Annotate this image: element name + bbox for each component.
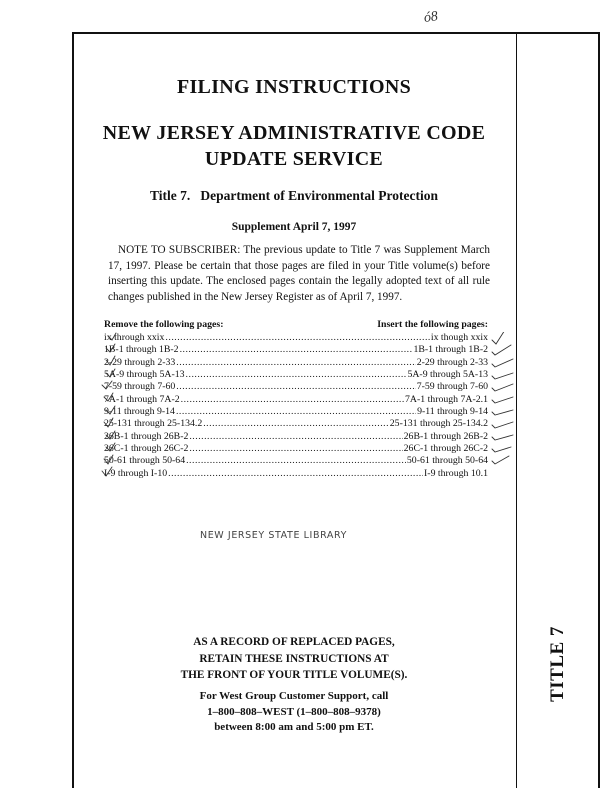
insert-pages: ix though xxix: [430, 332, 488, 343]
remove-pages: ix through xxix: [104, 332, 165, 343]
title-tab-label: TITLE 7: [547, 626, 568, 702]
insert-header: Insert the following pages:: [377, 319, 488, 330]
check-mark-icon: [492, 332, 510, 344]
record-notice-line3: THE FRONT OF YOUR TITLE VOLUME(S).: [180, 669, 408, 681]
check-mark-icon: [106, 344, 115, 352]
support-phone: 1–800–808–WEST (1–800–808–9378): [207, 705, 381, 718]
check-mark-icon: [104, 455, 113, 464]
insert-pages: 1B-1 through 1B-2: [413, 344, 488, 356]
code-title-line2: UPDATE SERVICE: [204, 148, 384, 170]
remove-pages: 7A-1 through 7A-2: [104, 393, 180, 405]
remove-pages: 50-61 through 50-64: [104, 455, 186, 467]
support-hours: between 8:00 am and 5:00 pm ET.: [214, 721, 374, 733]
insert-pages: 2-29 through 2-33: [416, 356, 488, 368]
insert-pages: 7-59 through 7-60: [416, 381, 488, 393]
check-mark-icon: [102, 467, 112, 476]
remove-pages: 1B-1 through 1B-2: [104, 344, 179, 356]
remove-pages: 26C-1 through 26C-2: [104, 443, 189, 455]
check-mark-icon: [104, 418, 113, 427]
handwritten-check-marks: [94, 332, 524, 492]
remove-pages: I-9 through I-10: [104, 467, 168, 479]
remove-pages: 9-11 through 9-14: [104, 406, 175, 418]
subscriber-note: NOTE TO SUBSCRIBER: The previous update to Title 7 was Supplement March 17, 1997. Please be certain that those pages are filed in your Title volume(s) before inserting this update. The enclosed pages contain the legally adopted text of all rule changes published in the New Jersey Register as of April 7, 1997.: [108, 244, 490, 303]
title-heading: [72, 188, 516, 204]
handwritten-corner-mark: ó8: [422, 9, 439, 26]
record-notice-line2: RETAIN THESE INSTRUCTIONS AT: [199, 652, 389, 665]
check-mark-icon: [102, 381, 112, 389]
check-mark-icon: [492, 384, 513, 391]
remove-pages: 26B-1 through 26B-2: [104, 430, 189, 442]
check-mark-icon: [492, 410, 513, 415]
code-title: [72, 120, 516, 172]
check-mark-icon: [104, 393, 113, 401]
library-stamp: NEW JERSEY STATE LIBRARY: [200, 530, 347, 541]
remove-pages: 2-29 through 2-33: [104, 356, 176, 368]
check-mark-icon: [492, 456, 509, 464]
check-mark-icon: [108, 333, 116, 340]
insert-pages: 25-131 through 25-134.2: [389, 418, 488, 430]
insert-pages: 9-11 through 9-14: [417, 406, 488, 418]
code-title-line1: NEW JERSEY ADMINISTRATIVE CODE: [102, 122, 486, 144]
record-notice: [72, 634, 516, 684]
insert-pages: 50-61 through 50-64: [406, 455, 488, 467]
insert-pages: 5A-9 through 5A-13: [407, 369, 488, 381]
remove-pages: 5A-9 through 5A-13: [104, 369, 185, 381]
insert-pages: 26B-1 through 26B-2: [403, 430, 488, 442]
support-line1: For West Group Customer Support, call: [199, 690, 389, 702]
insert-pages: I-9 through 10.1: [424, 467, 488, 479]
check-mark-icon: [106, 369, 115, 377]
department-name: Department of Environmental Protection: [200, 188, 438, 203]
check-mark-icon: [106, 443, 115, 451]
record-notice-line1: AS A RECORD OF REPLACED PAGES,: [193, 636, 395, 648]
title-tab: [528, 612, 588, 716]
check-mark-icon: [492, 345, 511, 355]
customer-support: [72, 689, 516, 736]
check-mark-icon: [492, 447, 511, 452]
check-mark-icon: [492, 435, 513, 440]
title-number: Title 7.: [150, 188, 191, 203]
check-mark-icon: [492, 359, 513, 367]
remove-pages: 7-59 through 7-60: [104, 381, 176, 393]
check-mark-icon: [106, 406, 115, 414]
insert-pages: 26C-1 through 26C-2: [403, 443, 488, 455]
filing-instructions-title: FILING INSTRUCTIONS: [176, 76, 412, 98]
check-mark-icon: [492, 422, 513, 428]
check-mark-icon: [492, 373, 513, 379]
check-mark-icon: [106, 431, 115, 439]
supplement-date: Supplement April 7, 1997: [231, 221, 357, 233]
check-mark-icon: [492, 397, 513, 403]
remove-header: Remove the following pages:: [104, 319, 224, 330]
pages-table-header: [104, 318, 488, 332]
insert-pages: 7A-1 through 7A-2.1: [405, 393, 488, 405]
check-mark-icon: [106, 356, 115, 365]
remove-pages: 25-131 through 25-134.2: [104, 418, 203, 430]
